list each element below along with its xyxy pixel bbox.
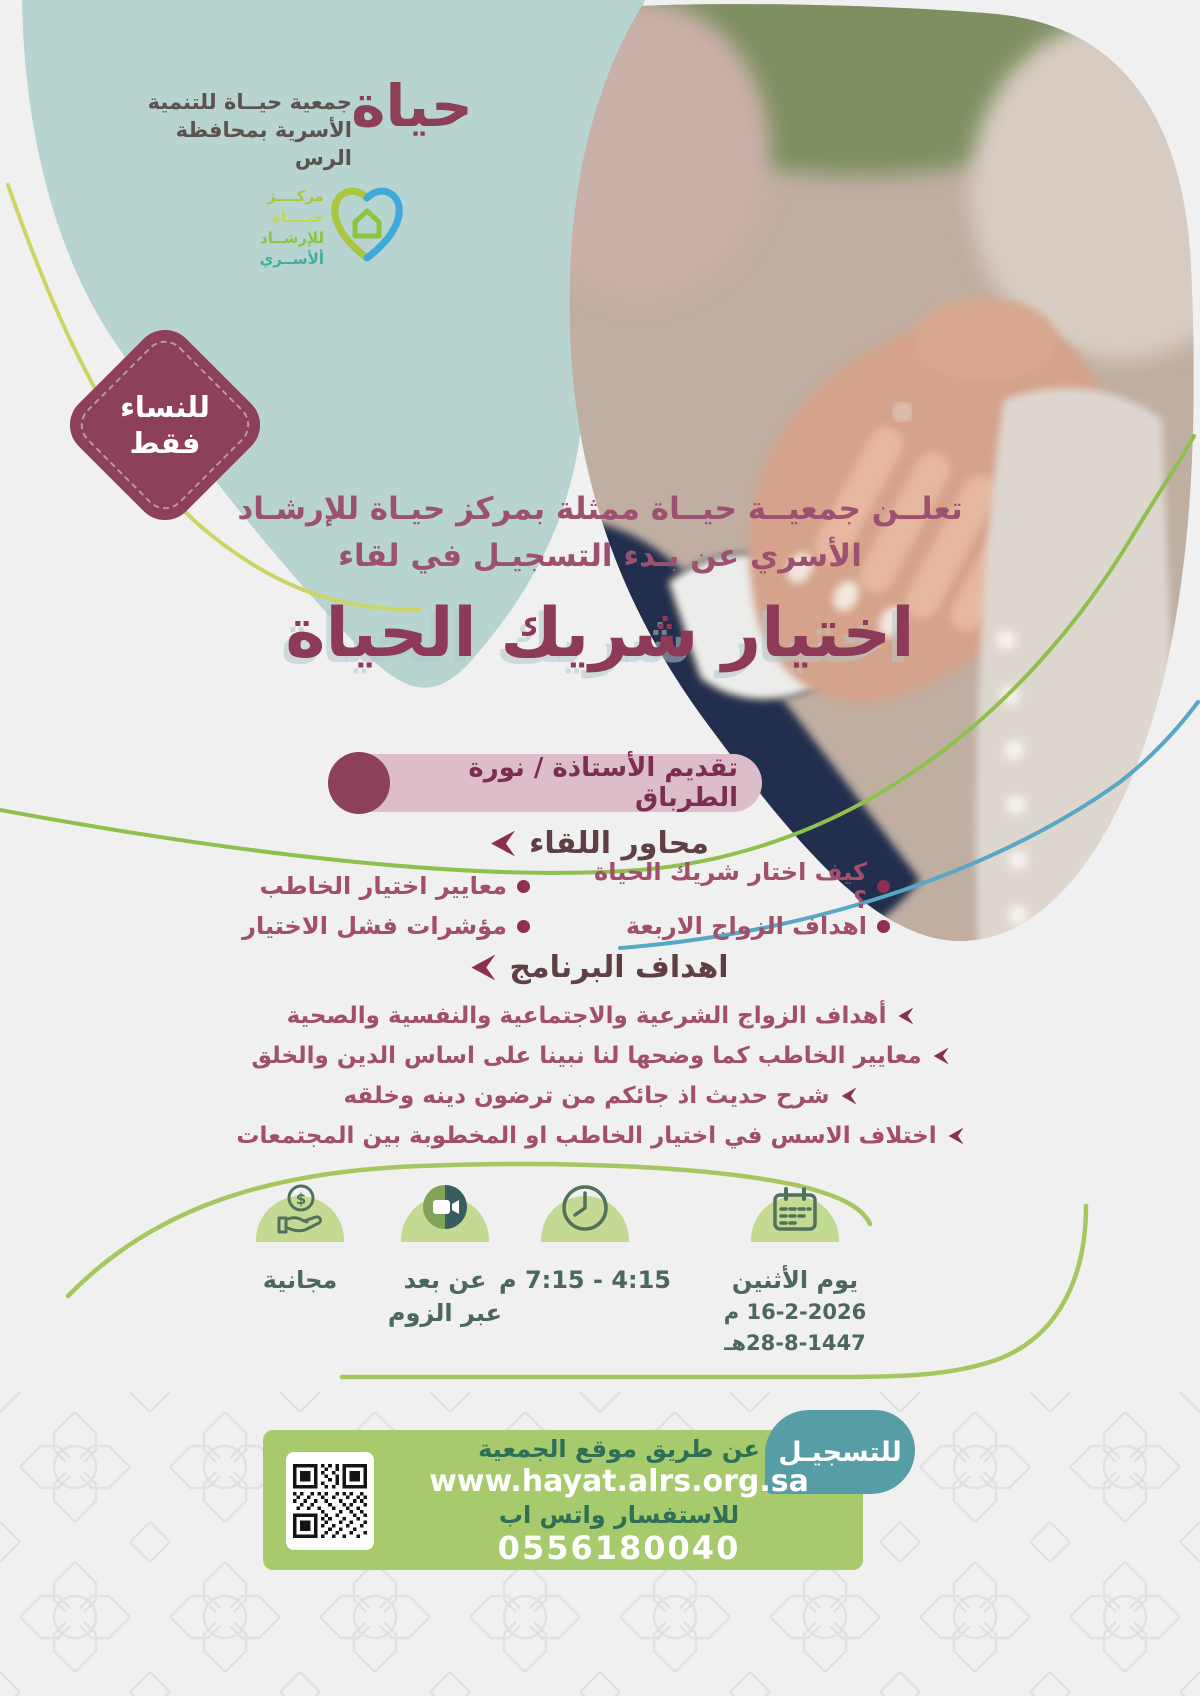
calendar-icon [766, 1182, 824, 1240]
coin-in-hand-icon [271, 1182, 329, 1240]
presenter-pill: تقديم الأستاذة / نورة الطرباق [332, 754, 762, 812]
center-name-line1: مركــــز [266, 187, 324, 205]
goal-item-text: أهداف الزواج الشرعية والاجتماعية والنفسية والصحية [286, 1003, 887, 1029]
video-camera-icon [416, 1182, 474, 1240]
list-item [590, 858, 890, 914]
bullet-dot-icon [877, 880, 890, 893]
arrowhead-icon [471, 955, 495, 981]
registration-tab: للتسجيـل [765, 1410, 915, 1494]
association-name-line2: الأسرية بمحافظة الرس [175, 118, 352, 170]
center-name-line4: ألأســري [259, 250, 324, 268]
arrowhead-icon [842, 1088, 857, 1105]
goal-item-text: معايير الخاطب كما وضحها لنا نبينا على اساس الدين والخلق [251, 1043, 922, 1069]
phone-number[interactable]: 0556180040 [497, 1529, 741, 1567]
bullet-dot-icon [517, 880, 530, 893]
goals-list [100, 996, 1100, 1156]
badge-line1: للنساء [120, 390, 210, 424]
center-name-line2: حيــــاة [272, 208, 324, 226]
axes-item-text: كيف اختار شريك الحياة ؟ [594, 858, 867, 914]
price-label: مجانية [262, 1266, 338, 1294]
goal-item-text: اختلاف الاسس في اختيار الخاطب او المخطوبة بين المجتمعات [236, 1123, 937, 1149]
info-time [497, 1196, 673, 1297]
badge-line2: فقط [129, 426, 201, 460]
list-item [590, 906, 890, 946]
svg-text:$: $ [295, 1190, 307, 1208]
mode-line1: عن بعد [403, 1266, 487, 1294]
axes-section-heading [0, 826, 1200, 861]
hijri-date: 28-8-1447هـ [724, 1331, 866, 1355]
info-date [707, 1196, 883, 1359]
pill-circle-ornament [328, 752, 390, 814]
dome-shape [751, 1196, 839, 1242]
arrowhead-icon [491, 831, 515, 857]
goal-item-text: شرح حديث اذ جائكم من ترضون دينه وخلقه [343, 1083, 830, 1109]
axes-heading-text: محاور اللقاء [529, 826, 709, 861]
center-name-line3: للإرشــاد [260, 229, 324, 247]
list-item [100, 1116, 1100, 1156]
dome-shape [541, 1196, 629, 1242]
list-item [100, 996, 1100, 1036]
association-name-line1: جمعية حيــاة للتنمية [147, 90, 352, 114]
announcement-line2: الأسري عن بـدء التسجيـل في لقاء [338, 538, 862, 574]
bullet-dot-icon [877, 920, 890, 933]
registration-method: عن طريق موقع الجمعية [478, 1435, 760, 1463]
dome-shape [256, 1190, 344, 1242]
axes-item-text: مؤشرات فشل الاختيار [242, 912, 507, 940]
list-item [100, 1076, 1100, 1116]
list-item [230, 906, 530, 946]
arrowhead-icon [898, 1008, 913, 1025]
list-item [100, 1036, 1100, 1076]
axes-item-text: معايير اختيار الخاطب [259, 872, 507, 900]
time-label: 4:15 - 7:15 م [498, 1266, 672, 1294]
association-name [128, 88, 352, 172]
center-name [212, 186, 324, 270]
day-label: يوم الأثنين [731, 1266, 859, 1294]
arrowhead-icon [949, 1128, 964, 1145]
announcement-text [100, 486, 1100, 580]
qr-code[interactable] [286, 1452, 374, 1550]
hayat-logo-wordmark: حياة [351, 72, 473, 140]
bullet-dot-icon [517, 920, 530, 933]
heart-house-logo-icon [328, 180, 406, 268]
registration-details [384, 1435, 854, 1567]
page-title: اختيار شريك الحياة [285, 594, 915, 673]
mode-line2: عبر الزوم [387, 1299, 503, 1327]
goals-section-heading [0, 950, 1200, 985]
axes-list [230, 858, 890, 946]
dome-shape [401, 1196, 489, 1242]
axes-item-text: اهداف الزواج الاربعة [625, 912, 867, 940]
announcement-line1: تعلــن جمعيــة حيــاة ممثلة بمركز حيـاة للإرشـاد [237, 491, 963, 527]
whatsapp-inquiry-label: للاستفسار واتس اب [498, 1501, 740, 1529]
gregorian-date: 16-2-2026 م [723, 1300, 867, 1324]
arrowhead-icon [934, 1048, 949, 1065]
website-link[interactable]: www.hayat.alrs.org.sa [429, 1464, 809, 1499]
women-only-badge [58, 318, 273, 533]
list-item [230, 866, 530, 906]
clock-icon [556, 1182, 614, 1240]
goals-heading-text: اهداف البرنامج [509, 950, 729, 985]
